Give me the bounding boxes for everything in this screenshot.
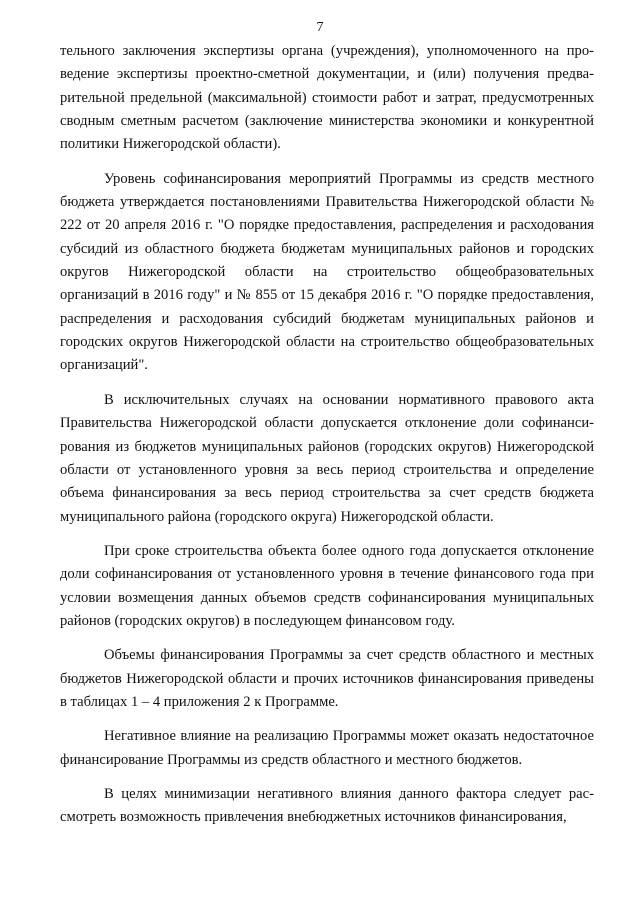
paragraph-exceptional-cases: В исключительных случаях на основании нормативного правового акта Правительства Нижегородской области допускается отклонение доли софинансирования из бюджетов муниципальных районов (городских округов) Нижегородской области от установленного уровня за весь период строительства и определение объема финансирования за весь период строительства за счет средств бюджета муниципального района (городского округа) Нижегородской области. [60,391,594,525]
paragraph-cofinancing-level: Уровень софинансирования мероприятий Программы из средств местного бюджета утверждается постановлениями Правительства Нижегородской области № 222 от 20 апреля 2016 г. "О порядке предоставления, распределения и расходования субсидий из областного бюджета бюджетам муниципальных районов и городских округов Нижегородской области на строительство общеобразовательных организаций в 2016 году" и № 855 от 15 декабря 2016 г. "О порядке предоставления, распределения и расходования субсидий бюджетам муниципальных районов и городских округов Нижегородской области на строительство общеобразовательных организаций". [60,170,594,374]
paragraph-negative-impact: Негативное влияние на реализацию Программы может оказать недостаточное финансирование Программы из средств областного и местного бюджетов. [60,728,594,768]
paragraph-risk-mitigation: В целях минимизации негативного влияния данного фактора следует рассмотреть возможность привлечения внебюджетных источников финансирования, [60,785,594,826]
document-body [60,40,594,841]
paragraph-continuation: тельного заключения экспертизы органа (учреждения), уполномоченного на проведение экспертизы проектно-сметной документации, и (или) получения предварительной предельной (максимальной) стоимости работ и затрат, предусмотренных сводным сметным расчетом (заключение министерства экономики и конкурентной политики Нижегородской области). [60,43,594,153]
paragraph-financing-volumes: Объемы финансирования Программы за счет средств областного и местных бюджетов Нижегородской области и прочих источников финансирования приведены в таблицах 1 – 4 приложения 2 к Программе. [60,647,594,710]
page-number: 7 [316,20,324,35]
paragraph-construction-term: При сроке строительства объекта более одного года допускается отклонение доли софинансирования от установленного уровня в течение финансового года при условии возмещения данных объемов средств софинансирования муниципальных районов (городских округов) в последующем финансовом году. [60,542,594,629]
